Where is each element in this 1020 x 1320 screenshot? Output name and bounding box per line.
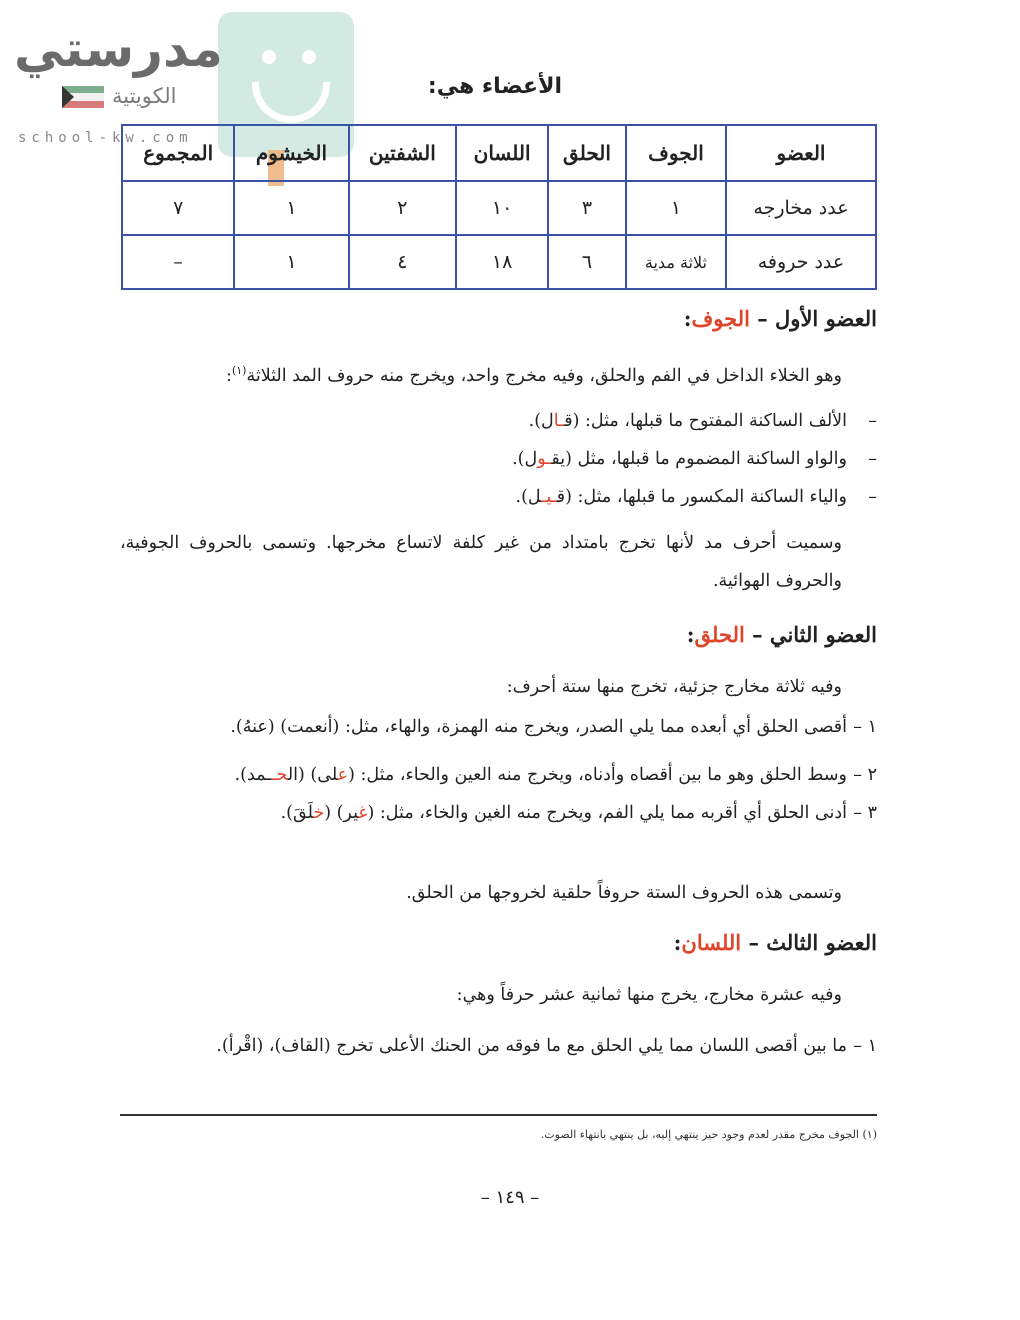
list-marker: ١ – (853, 717, 877, 737)
table-cell: ٦ (548, 235, 626, 289)
section3-heading (674, 930, 877, 955)
section2-heading (687, 622, 877, 647)
table-header-cell: اللسان (456, 125, 548, 181)
logo-eye-icon (302, 50, 316, 64)
table-cell: ٢ (349, 181, 457, 235)
table-cell: عدد مخارجه (726, 181, 876, 235)
table-cell: ١ (626, 181, 726, 235)
table-cell: – (122, 235, 234, 289)
section2-heading-prefix: العضو الثاني – (744, 622, 877, 647)
section1-intro-text: وهو الخلاء الداخل في الفم والحلق، وفيه مخرج واحد، ويخرج منه حروف المد الثلاثة (246, 365, 842, 386)
section2-closing: وتسمى هذه الحروف الستة حروفاً حلقية لخروجها من الحلق. (406, 883, 842, 903)
list-marker: ٣ – (853, 803, 877, 823)
section3-heading-suffix: : (673, 930, 682, 955)
logo-brand: مدرستي (14, 20, 223, 78)
list-item-text: أقصى الحلق أي أبعده مما يلي الصدر، ويخرج منه الهمزة، والهاء، مثل: (أنعمت) (عنهُ). (230, 717, 847, 737)
table-cell: ١ (234, 235, 348, 289)
table-cell: ٤ (349, 235, 457, 289)
footnote: (١) الجوف مخرج مقدر لعدم وجود حيز ينتهي إليه، بل ينتهي بانتهاء الصوت. (540, 1128, 877, 1141)
list-item (120, 1027, 877, 1065)
list-item-text: والواو الساكنة المضموم ما قبلها، مثل (يقـول). (512, 449, 847, 469)
table-header-row (122, 125, 876, 181)
table-row (122, 235, 876, 289)
table-cell: ١ (234, 181, 348, 235)
logo-eye-icon (262, 50, 276, 64)
list-item (120, 756, 877, 794)
footnote-ref: (١) (231, 364, 247, 377)
table-cell: ثلاثة مدية (626, 235, 726, 289)
kuwait-flag-icon (62, 86, 104, 108)
logo-mouth-icon (252, 82, 330, 123)
section1-intro (118, 352, 842, 395)
list-item (118, 478, 877, 516)
section2-heading-name: الحلق (694, 622, 745, 647)
footnote-divider (120, 1114, 877, 1116)
table-cell: عدد حروفه (726, 235, 876, 289)
table-header-cell: الشفتين (349, 125, 457, 181)
section1-closing: وسميت أحرف مد لأنها تخرج بامتداد من غير كلفة لاتساع مخرجها. وتسمى بالحروف الجوفية، والحروف الهوائية. (120, 533, 842, 591)
section1-heading (684, 306, 877, 331)
logo-url: school-kw.com (18, 130, 193, 146)
list-marker: – (868, 487, 877, 507)
list-marker: – (868, 449, 877, 469)
list-marker: ٢ – (853, 765, 877, 785)
section2-intro: وفيه ثلاثة مخارج جزئية، تخرج منها ستة أحرف: (506, 677, 842, 697)
table-cell: ١٠ (456, 181, 548, 235)
list-marker: – (868, 411, 877, 431)
section3-heading-name: اللسان (681, 930, 742, 955)
table-header-cell: المجموع (122, 125, 234, 181)
section1-intro-end: : (226, 365, 232, 386)
section1-list (118, 402, 877, 516)
list-item-text: ما بين أقصى اللسان مما يلي الحلق مع ما فوقه من الحنك الأعلى تخرج (القاف)، (اقْرأ). (216, 1036, 847, 1056)
table-row (122, 181, 876, 235)
logo-country: الكويتية (112, 84, 177, 108)
table-header-cell: الخيشوم (234, 125, 348, 181)
table-cell: ٣ (548, 181, 626, 235)
list-item (118, 402, 877, 440)
table-cell: ١٨ (456, 235, 548, 289)
section2-heading-suffix: : (686, 622, 695, 647)
table-header-cell: العضو (726, 125, 876, 181)
section3-heading-prefix: العضو الثالث – (741, 930, 877, 955)
list-item (118, 440, 877, 478)
list-item-text: وسط الحلق وهو ما بين أقصاه وأدناه، ويخرج منه العين والحاء، مثل: (على) (الحــمد). (234, 765, 847, 785)
list-item (120, 794, 877, 832)
list-item-text: والياء الساكنة المكسور ما قبلها، مثل: (قـيـل). (515, 487, 847, 507)
section3-list (120, 1027, 877, 1065)
list-item-text: الألف الساكنة المفتوح ما قبلها، مثل: (قـال). (528, 411, 847, 431)
section3-intro: وفيه عشرة مخارج، يخرج منها ثمانية عشر حرفاً وهي: (456, 985, 842, 1005)
list-item-text: أدنى الحلق أي أقربه مما يلي الفم، ويخرج منه الغين والخاء، مثل: (غير) (خلَقَ). (280, 803, 847, 823)
members-title: الأعضاء هي: (427, 74, 562, 99)
table-header-cell: الحلق (548, 125, 626, 181)
list-item (120, 708, 877, 746)
section1-heading-prefix: العضو الأول – (749, 306, 877, 331)
section2-list (120, 708, 877, 832)
table-cell: ٧ (122, 181, 234, 235)
section1-heading-suffix: : (683, 306, 692, 331)
organs-table (121, 124, 877, 290)
section1-heading-name: الجوف (691, 306, 750, 331)
page-number: – ١٤٩ – (480, 1187, 540, 1208)
list-marker: ١ – (853, 1036, 877, 1056)
table-header-cell: الجوف (626, 125, 726, 181)
